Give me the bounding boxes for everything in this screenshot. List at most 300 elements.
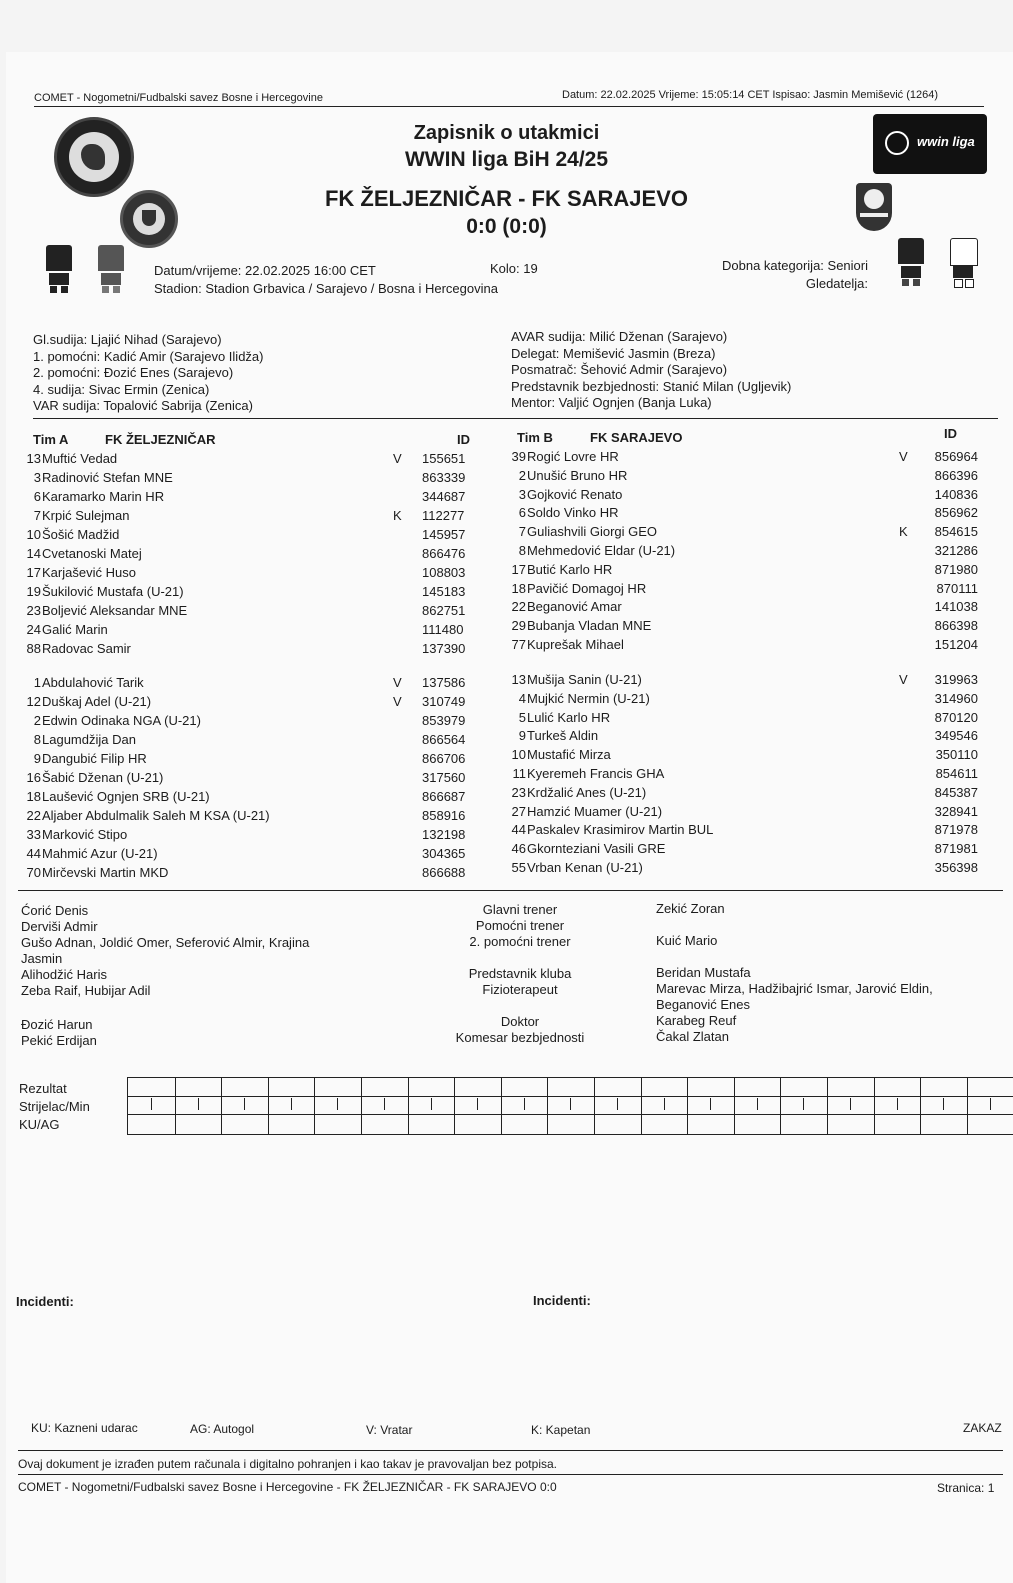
player-name: Šošić Madžid <box>42 526 120 542</box>
player-id: 140836 <box>934 486 978 502</box>
player-row <box>494 505 978 524</box>
player-id: 866688 <box>422 864 466 880</box>
result-cell-divider <box>594 1078 595 1134</box>
player-name: Guliashvili Giorgi GEO <box>527 524 658 540</box>
minute-tick <box>431 1098 432 1110</box>
team-b-staff <box>656 901 933 1045</box>
player-name: Mujkić Nermin (U-21) <box>527 690 650 706</box>
official-line: Mentor: Valjić Ognjen (Banja Luka) <box>511 395 712 411</box>
player-row <box>15 713 495 732</box>
official-line: Predstavnik bezbjednosti: Stanić Milan (Ugljevik) <box>511 378 792 394</box>
player-name: Šabić Dženan (U-21) <box>42 769 164 785</box>
player-name: Laušević Ognjen SRB (U-21) <box>42 788 210 804</box>
player-role-flag: V <box>393 675 402 690</box>
player-number: 9 <box>518 728 526 744</box>
result-grid <box>127 1077 1013 1135</box>
legend-k: K: Kapetan <box>531 1423 591 1437</box>
player-name: Cvetanoski Matej <box>42 545 142 561</box>
match-round: Kolo: 19 <box>490 261 538 276</box>
minute-tick <box>664 1098 665 1110</box>
player-number: 1 <box>33 675 41 690</box>
minute-tick <box>477 1098 478 1110</box>
player-name: Mehmedović Eldar (U-21) <box>527 543 676 558</box>
scorer-label: Strijelac/Min <box>19 1099 90 1114</box>
result-cell-divider <box>734 1078 735 1134</box>
result-cell-divider <box>780 1078 781 1134</box>
staff-line: Pomoćni trener <box>475 918 565 933</box>
player-name: Aljaber Abdulmalik Saleh M KSA (U-21) <box>42 807 270 823</box>
player-row <box>494 860 978 879</box>
player-row <box>494 561 978 581</box>
staff-line: Komesar bezbjednosti <box>455 1030 585 1045</box>
staff-line: Predstavnik kluba <box>468 966 572 981</box>
player-row <box>494 580 978 600</box>
staff-line: Zekić Zoran <box>656 901 725 916</box>
official-line: Delegat: Memišević Jasmin (Breza) <box>511 345 716 361</box>
player-id: 866687 <box>422 788 466 804</box>
player-number: 8 <box>518 543 526 558</box>
player-id: 854615 <box>934 524 978 540</box>
player-id: 866476 <box>422 545 466 561</box>
player-id: 151204 <box>934 637 978 652</box>
result-cell-divider <box>221 1078 222 1134</box>
minute-tick <box>943 1098 944 1110</box>
player-name: Marković Stipo <box>42 826 128 842</box>
player-number: 4 <box>518 690 526 706</box>
staff-line <box>656 917 933 933</box>
player-name: Karamarko Marin HR <box>42 488 165 504</box>
result-cell-divider <box>454 1078 455 1134</box>
team-b-name: FK SARAJEVO <box>590 430 683 445</box>
player-row <box>494 486 978 506</box>
player-row <box>494 728 978 747</box>
player-id: 858916 <box>422 807 466 823</box>
player-id: 145957 <box>422 526 466 542</box>
player-name: Butić Karlo HR <box>527 561 613 577</box>
player-number: 10 <box>26 526 41 542</box>
player-row <box>494 618 978 637</box>
player-number: 7 <box>518 524 526 540</box>
player-number: 39 <box>511 449 526 464</box>
result-cell-divider <box>408 1078 409 1134</box>
minute-tick <box>710 1098 711 1110</box>
player-id: 321286 <box>934 543 978 558</box>
minute-tick <box>803 1098 804 1110</box>
player-number: 17 <box>26 564 41 580</box>
official-line: 4. sudija: Sivac Ermin (Zenica) <box>33 381 210 397</box>
legend-v: V: Vratar <box>366 1423 413 1437</box>
player-number: 6 <box>518 505 526 521</box>
player-id: 317560 <box>422 769 466 785</box>
player-row <box>15 451 495 470</box>
player-id: 854611 <box>935 766 978 781</box>
staff-line: Jasmin <box>21 951 63 966</box>
staff-line: 2. pomoćni trener <box>469 934 571 949</box>
result-label: Rezultat <box>19 1081 67 1096</box>
match-title: FK ŽELJEZNIČAR - FK SARAJEVO <box>324 186 689 211</box>
player-number: 14 <box>26 545 41 561</box>
player-name: Duškaj Adel (U-21) <box>42 693 152 709</box>
player-number: 22 <box>511 599 526 615</box>
player-id: 856962 <box>934 505 978 521</box>
player-id: 141038 <box>934 599 978 615</box>
player-id: 862751 <box>422 602 466 618</box>
player-name: Vrban Kenan (U-21) <box>527 860 643 875</box>
player-number: 12 <box>26 693 41 709</box>
player-number: 6 <box>33 488 41 504</box>
staff-line: Kuić Mario <box>656 933 718 948</box>
minute-tick <box>244 1098 245 1110</box>
result-cell-divider <box>967 1078 968 1134</box>
player-id: 866398 <box>934 618 978 634</box>
player-row <box>15 846 495 865</box>
player-id: 845387 <box>934 784 978 800</box>
player-id: 108803 <box>422 564 466 580</box>
player-number: 13 <box>26 451 41 466</box>
league-title: WWIN liga BiH 24/25 <box>404 148 609 171</box>
staff-line <box>21 999 309 1015</box>
player-number: 44 <box>26 845 41 861</box>
player-row <box>494 524 978 543</box>
player-number: 55 <box>511 860 526 875</box>
player-number: 46 <box>511 841 526 857</box>
wwin-liga-logo: wwin liga <box>873 114 987 174</box>
official-line: VAR sudija: Topalović Sabrija (Zenica) <box>33 398 253 414</box>
player-row <box>494 467 978 487</box>
player-role-flag: V <box>899 449 908 464</box>
player-row <box>15 489 495 508</box>
player-id: 132198 <box>422 826 466 842</box>
player-id: 863339 <box>422 469 466 485</box>
result-cell-divider <box>920 1078 921 1134</box>
legend-ku: KU: Kazneni udarac <box>31 1421 138 1435</box>
player-row <box>494 784 978 804</box>
officials-left <box>33 332 263 415</box>
result-cell-divider <box>314 1078 315 1134</box>
player-row <box>494 747 978 766</box>
player-name: Mirčevski Martin MKD <box>42 864 169 880</box>
player-name: Lagumdžija Dan <box>42 731 136 747</box>
report-title: Zapisnik o utakmici <box>413 122 600 144</box>
player-name: Lulić Karlo HR <box>527 709 611 725</box>
result-cell-divider <box>874 1078 875 1134</box>
player-number: 70 <box>26 864 41 880</box>
minute-tick <box>384 1098 385 1110</box>
player-row <box>15 584 495 603</box>
home-kit-icon <box>46 245 72 293</box>
match-score: 0:0 (0:0) <box>466 215 547 238</box>
header-org: COMET - Nogometni/Fudbalski savez Bosne i Hercegovine <box>34 92 323 104</box>
player-number: 17 <box>511 561 526 577</box>
player-id: 871981 <box>934 841 978 857</box>
result-cell-divider <box>547 1078 548 1134</box>
result-cell-divider <box>641 1078 642 1134</box>
player-row <box>494 672 978 691</box>
player-row <box>494 637 978 656</box>
officials-right <box>511 329 791 412</box>
minute-tick <box>198 1098 199 1110</box>
player-number: 2 <box>33 712 41 728</box>
minute-tick <box>337 1098 338 1110</box>
player-id: 137390 <box>422 640 466 656</box>
player-name: Beganović Amar <box>527 599 622 615</box>
player-name: Kyeremeh Francis GHA <box>527 766 665 781</box>
player-name: Boljević Aleksandar MNE <box>42 602 188 618</box>
footer-rule-top <box>18 1450 1003 1451</box>
team-b-label: Tim B <box>517 430 553 445</box>
team-a-id-header: ID <box>457 432 470 447</box>
player-number: 10 <box>511 747 526 763</box>
player-row <box>15 470 495 489</box>
player-row <box>15 808 495 827</box>
minute-tick <box>990 1098 991 1110</box>
staff-line: Marevac Mirza, Hadžibajrić Ismar, Jarović Eldin, <box>656 981 933 996</box>
player-id: 319963 <box>934 672 978 687</box>
player-row <box>15 603 495 622</box>
player-name: Mustafić Mirza <box>527 747 611 763</box>
player-number: 3 <box>518 486 526 502</box>
staff-line: Beganović Enes <box>656 997 750 1012</box>
staff-line <box>445 998 595 1014</box>
staff-line: Beridan Mustafa <box>656 965 751 980</box>
staff-line <box>656 949 933 965</box>
player-number: 2 <box>518 467 526 483</box>
player-id: 344687 <box>422 488 466 504</box>
staff-line: Doktor <box>500 1014 540 1029</box>
player-name: Šukilović Mustafa (U-21) <box>42 583 184 599</box>
player-name: Abdulahović Tarik <box>42 675 144 690</box>
player-row <box>15 622 495 641</box>
player-name: Unušić Bruno HR <box>527 467 628 483</box>
staff-line: Gušo Adnan, Joldić Omer, Seferović Almir, Krajina <box>21 935 310 950</box>
player-role-flag: V <box>393 693 402 709</box>
staff-line: Alihodžić Haris <box>21 967 107 982</box>
player-id: 310749 <box>422 693 466 709</box>
player-name: Karjašević Huso <box>42 564 136 580</box>
player-id: 866564 <box>422 731 466 747</box>
staff-line: Fizioterapeut <box>482 982 558 997</box>
official-line: 2. pomoćni: Đozić Enes (Sarajevo) <box>33 365 234 381</box>
player-id: 870111 <box>936 580 978 596</box>
match-stadium: Stadion: Stadion Grbavica / Sarajevo / Bosna i Hercegovina <box>154 281 498 296</box>
minute-tick <box>617 1098 618 1110</box>
away-gk-kit-icon <box>950 238 976 286</box>
player-name: Rogić Lovre HR <box>527 449 619 464</box>
player-name: Edwin Odinaka NGA (U-21) <box>42 712 201 728</box>
player-number: 11 <box>512 766 526 781</box>
player-id: 356398 <box>934 860 978 875</box>
player-row <box>15 675 495 694</box>
player-number: 13 <box>511 672 526 687</box>
minute-tick <box>897 1098 898 1110</box>
player-id: 137586 <box>422 675 466 690</box>
player-id: 871980 <box>934 561 978 577</box>
player-name: Krpić Sulejman <box>42 507 130 523</box>
player-number: 27 <box>511 803 526 819</box>
player-name: Pavičić Domagoj HR <box>527 580 647 596</box>
spectators: Gledatelja: <box>805 276 868 291</box>
player-number: 8 <box>33 731 41 747</box>
incidents-team-b: Incidenti: <box>533 1293 591 1308</box>
player-name: Paskalev Krasimirov Martin BUL <box>527 822 714 838</box>
away-kit-icon <box>898 238 924 286</box>
player-number: 16 <box>26 769 41 785</box>
player-id: 304365 <box>422 845 466 861</box>
incidents-team-a: Incidenti: <box>16 1294 74 1309</box>
player-row <box>494 690 978 710</box>
player-id: 871978 <box>934 822 978 838</box>
player-row <box>15 751 495 770</box>
player-number: 9 <box>33 750 41 766</box>
player-number: 7 <box>33 507 41 523</box>
player-name: Kuprešak Mihael <box>527 637 624 652</box>
player-number: 23 <box>511 784 526 800</box>
player-row <box>494 543 978 562</box>
staff-line: Zeba Raif, Hubijar Adil <box>21 983 151 998</box>
match-datetime: Datum/vrijeme: 22.02.2025 16:00 CET <box>154 263 376 278</box>
player-row <box>15 641 495 660</box>
player-number: 3 <box>33 469 41 485</box>
footer-note: Ovaj dokument je izrađen putem računala i digitalno pohranjen i kao takav je pravovaljan bez potpisa. <box>18 1457 557 1471</box>
staff-line: Karabeg Reuf <box>656 1013 737 1028</box>
player-name: Dangubić Filip HR <box>42 750 147 766</box>
player-number: 23 <box>26 602 41 618</box>
result-cell-divider <box>175 1078 176 1134</box>
team-a-name: FK ŽELJEZNIČAR <box>105 432 216 447</box>
team-a-staff <box>21 903 309 1049</box>
home-gk-kit-icon <box>98 245 124 293</box>
player-number: 77 <box>511 637 526 652</box>
player-row <box>494 803 978 823</box>
team-b-id-header: ID <box>944 426 957 441</box>
player-role-flag: V <box>393 451 402 466</box>
player-row <box>15 827 495 846</box>
result-cell-divider <box>361 1078 362 1134</box>
legend-zakaz: ZAKAZ <box>963 1421 1002 1435</box>
staff-line <box>445 950 595 966</box>
header-print-info: Datum: 22.02.2025 Vrijeme: 15:05:14 CET Ispisao: Jasmin Memišević (1264) <box>562 89 939 101</box>
player-number: 24 <box>26 621 41 637</box>
footer-rule <box>18 1474 1003 1475</box>
player-name: Gkornteziani Vasili GRE <box>527 841 666 857</box>
player-id: 111480 <box>422 621 464 637</box>
player-name: Turkeš Aldin <box>527 728 599 744</box>
player-role-flag: V <box>899 672 908 687</box>
staff-line: Čakal Zlatan <box>656 1029 729 1044</box>
lineup-rule <box>18 890 1003 891</box>
legend-ag: AG: Autogol <box>190 1422 255 1436</box>
player-name: Soldo Vinko HR <box>527 505 619 521</box>
player-name: Bubanja Vladan MNE <box>527 618 652 634</box>
official-line: 1. pomoćni: Kadić Amir (Sarajevo Ilidža) <box>33 348 264 364</box>
official-line: Gl.sudija: Ljajić Nihad (Sarajevo) <box>33 332 222 347</box>
player-role-flag: K <box>899 524 908 540</box>
minute-tick <box>524 1098 525 1110</box>
player-id: 866396 <box>934 467 978 483</box>
player-name: Hamzić Muamer (U-21) <box>527 803 663 819</box>
team-a-label: Tim A <box>33 432 69 447</box>
player-row <box>494 841 978 860</box>
player-row <box>15 865 495 884</box>
player-row <box>15 508 495 527</box>
player-name: Radovac Samir <box>42 640 131 656</box>
minute-tick <box>757 1098 758 1110</box>
player-name: Muftić Vedad <box>42 451 118 466</box>
player-name: Gojković Renato <box>527 486 623 502</box>
player-number: 18 <box>26 788 41 804</box>
player-number: 44 <box>511 822 526 838</box>
result-cell-divider <box>827 1078 828 1134</box>
result-cell-divider <box>268 1078 269 1134</box>
player-role-flag: K <box>393 507 402 523</box>
staff-line: Pekić Erdijan <box>21 1033 97 1048</box>
player-id: 349546 <box>934 728 978 744</box>
player-id: 155651 <box>422 451 466 466</box>
player-row <box>494 599 978 618</box>
player-name: Radinović Stefan MNE <box>42 469 173 485</box>
footer-page: Stranica: 1 <box>937 1481 995 1495</box>
player-number: 88 <box>26 640 41 656</box>
age-category: Dobna kategorija: Seniori <box>722 258 868 273</box>
player-id: 145183 <box>422 583 466 599</box>
player-row <box>15 732 495 751</box>
player-id: 350110 <box>935 747 978 763</box>
minute-tick <box>570 1098 571 1110</box>
player-name: Krdžalić Anes (U-21) <box>527 784 647 800</box>
player-number: 5 <box>518 709 526 725</box>
player-id: 853979 <box>422 712 466 728</box>
player-id: 856964 <box>934 449 978 464</box>
minute-tick <box>151 1098 152 1110</box>
minute-tick <box>291 1098 292 1110</box>
ku-ag-label: KU/AG <box>19 1117 60 1132</box>
player-id: 866706 <box>422 750 466 766</box>
player-row <box>15 546 495 565</box>
player-number: 22 <box>26 807 41 823</box>
result-cell-divider <box>501 1078 502 1134</box>
staff-roles <box>445 902 595 1046</box>
staff-line: Đozić Harun <box>21 1017 93 1032</box>
player-id: 870120 <box>934 709 978 725</box>
footer-left: COMET - Nogometni/Fudbalski savez Bosne i Hercegovine - FK ŽELJEZNIČAR - FK SARAJEVO 0:0 <box>18 1480 557 1494</box>
header-rule <box>34 106 984 107</box>
staff-line: Glavni trener <box>482 902 558 917</box>
player-number: 19 <box>26 583 41 599</box>
player-row <box>15 789 495 808</box>
player-id: 314960 <box>934 690 978 706</box>
player-name: Galić Marin <box>42 621 108 637</box>
player-row <box>15 694 495 713</box>
result-cell-divider <box>687 1078 688 1134</box>
player-number: 29 <box>511 618 526 634</box>
staff-line: Ćorić Denis <box>21 903 89 918</box>
player-row <box>494 709 978 729</box>
minute-tick <box>850 1098 851 1110</box>
player-row <box>15 770 495 789</box>
player-row <box>15 565 495 584</box>
player-number: 33 <box>26 826 41 842</box>
staff-line: Derviši Admir <box>21 919 98 934</box>
official-line: AVAR sudija: Milić Dženan (Sarajevo) <box>511 329 728 344</box>
player-id: 328941 <box>934 803 978 819</box>
player-id: 112277 <box>422 507 465 523</box>
player-row <box>494 449 978 468</box>
officials-rule <box>33 418 998 419</box>
official-line: Posmatrač: Šehović Admir (Sarajevo) <box>511 362 728 378</box>
player-row <box>15 527 495 546</box>
player-name: Mahmić Azur (U-21) <box>42 845 158 861</box>
player-row <box>494 766 978 785</box>
